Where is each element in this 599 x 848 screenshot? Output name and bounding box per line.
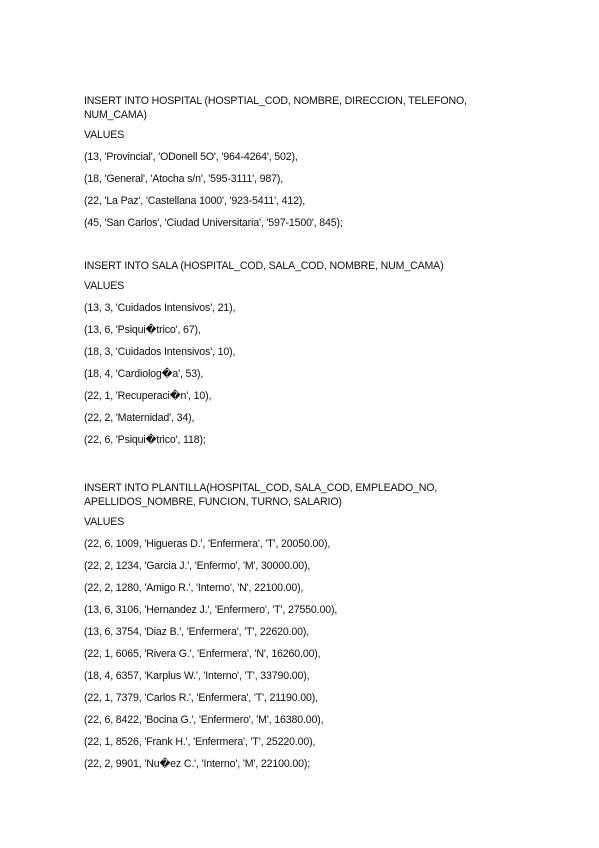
- sql-header-line: INSERT INTO SALA (HOSPITAL_COD, SALA_COD, NOMBRE, NUM_CAMA): [84, 260, 444, 272]
- insert-hospital-block: [84, 94, 524, 238]
- values-row: (22, 2, 1280, 'Amigo R.', 'Interno', 'N', 22100.00),: [84, 582, 304, 594]
- sql-header-line: NUM_CAMA): [84, 109, 147, 121]
- values-row: (22, 1, 8526, 'Frank H.', 'Enfermera', 'T', 25220.00),: [84, 736, 316, 748]
- values-keyword: VALUES: [84, 280, 125, 292]
- values-row: (22, 2, 9901, 'Nu�ez C.', 'Interno', 'M', 22100.00);: [84, 758, 311, 770]
- values-row: (22, 1, 6065, 'Rivera G.', 'Enfermera', 'N', 16260.00),: [84, 648, 321, 660]
- values-row: (13, 6, 3106, 'Hernandez J.', 'Enfermero', 'T', 27550.00),: [84, 604, 338, 616]
- values-row: (22, 6, 'Psiqui�trico', 118);: [84, 434, 206, 446]
- values-row: (22, 'La Paz', 'Castellana 1000', '923-5411', 412),: [84, 195, 306, 207]
- values-row: (22, 6, 1009, 'Higueras D.', 'Enfermera', 'T', 20050.00),: [84, 538, 331, 550]
- sql-header-line: INSERT INTO HOSPITAL (HOSPTIAL_COD, NOMBRE, DIRECCION, TELEFONO,: [84, 95, 467, 107]
- values-row: (18, 3, 'Cuidados Intensivos', 10),: [84, 346, 236, 358]
- values-row: (22, 1, 'Recuperaci�n', 10),: [84, 390, 212, 402]
- sql-header-line: INSERT INTO PLANTILLA(HOSPITAL_COD, SALA_COD, EMPLEADO_NO,: [84, 482, 438, 494]
- values-row: (18, 4, 'Cardiolog�a', 53),: [84, 368, 204, 380]
- values-row: (22, 1, 7379, 'Carlos R.', 'Enfermera', 'T', 21190.00),: [84, 692, 318, 704]
- values-row: (22, 6, 8422, 'Bocina G.', 'Enfermero', 'M', 16380.00),: [84, 714, 324, 726]
- values-row: (22, 2, 'Maternidad', 34),: [84, 412, 195, 424]
- values-row: (45, 'San Carlos', 'Ciudad Universitaria', '597-1500', 845);: [84, 217, 343, 229]
- values-keyword: VALUES: [84, 516, 125, 528]
- values-row: (22, 2, 1234, 'Garcia J.', 'Enfermo', 'M', 30000.00),: [84, 560, 311, 572]
- sql-header-line: APELLIDOS_NOMBRE, FUNCION, TURNO, SALARIO): [84, 496, 342, 508]
- values-row: (13, 6, 'Psiqui�trico', 67),: [84, 324, 201, 336]
- insert-sala-block: [84, 259, 524, 455]
- insert-plantilla-block: [84, 481, 524, 779]
- values-keyword: VALUES: [84, 129, 125, 141]
- values-row: (13, 6, 3754, 'Diaz B.', 'Enfermera', 'T', 22620.00),: [84, 626, 310, 638]
- values-row: (18, 'General', 'Atocha s/n', '595-3111', 987),: [84, 173, 284, 185]
- values-row: (13, 3, 'Cuidados Intensivos', 21),: [84, 302, 236, 314]
- values-row: (18, 4, 6357, 'Karplus W.', 'Interno', 'T', 33790.00),: [84, 670, 310, 682]
- values-row: (13, 'Provincial', 'ODonell 5O', '964-4264', 502),: [84, 151, 298, 163]
